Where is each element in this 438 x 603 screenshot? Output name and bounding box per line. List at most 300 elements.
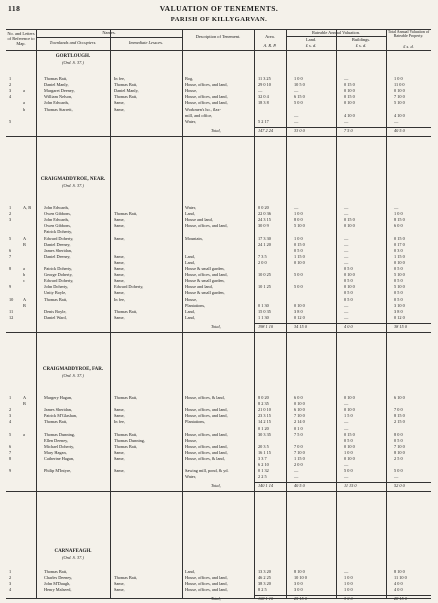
total-buildings: 11 15 0 bbox=[344, 483, 357, 489]
occupier: Daniel Deeney, bbox=[44, 253, 71, 259]
lessor: Thomas Batt, bbox=[114, 575, 138, 581]
buildings-value: 0 15 0 bbox=[344, 82, 355, 88]
table-row bbox=[6, 290, 431, 296]
description: Bog, bbox=[185, 76, 194, 81]
table-row bbox=[6, 309, 431, 315]
table-row bbox=[6, 211, 431, 217]
header-land-lsd: £ s. d. bbox=[305, 43, 317, 48]
total-value: 8 15 0 bbox=[394, 413, 405, 419]
lessor: Same, bbox=[114, 272, 125, 278]
occupier: Denis Boyle, bbox=[44, 308, 67, 314]
land-value: 0 10 0 bbox=[294, 302, 305, 308]
occupier: Daniel Deeney, bbox=[44, 241, 71, 247]
total-value: 0 10 0 bbox=[394, 88, 405, 94]
description: House, bbox=[185, 296, 198, 302]
area: 24 3 15 bbox=[258, 217, 271, 223]
buildings-value: — bbox=[344, 462, 349, 468]
column-rule bbox=[182, 29, 183, 599]
table-row bbox=[6, 248, 431, 254]
occupier: Ellen Deeney, bbox=[44, 437, 69, 443]
table-row bbox=[6, 88, 431, 94]
townland-name: CARNAFEAGH. bbox=[54, 549, 92, 554]
header-lessors: Immediate Lessors. bbox=[128, 40, 164, 45]
occupier: John M'Daugh, bbox=[44, 581, 71, 587]
table-row bbox=[6, 401, 431, 407]
ref-letter: a bbox=[23, 431, 25, 437]
total-value: 4 0 0 bbox=[394, 581, 403, 587]
area: 29 0 10 bbox=[258, 82, 271, 88]
table-row bbox=[6, 236, 431, 242]
total-label: Total, bbox=[211, 483, 221, 489]
area: 38 3 20 bbox=[258, 581, 271, 587]
ref-letter: b bbox=[23, 272, 26, 278]
lessor: Thomas Batt, bbox=[114, 308, 138, 314]
land-value: 1 0 0 bbox=[294, 211, 303, 217]
land-value: — bbox=[294, 88, 299, 94]
lessor: In fee, bbox=[114, 76, 125, 81]
table-row bbox=[6, 113, 431, 119]
column-rule bbox=[336, 29, 337, 599]
buildings-value: 1 0 0 bbox=[344, 587, 353, 593]
table-row bbox=[6, 474, 431, 480]
ref-letter: a bbox=[23, 100, 25, 106]
table-row bbox=[6, 278, 431, 284]
area: 30 3 35 bbox=[258, 431, 271, 437]
ref-letter: A bbox=[23, 235, 27, 241]
ref-number: 9 bbox=[9, 284, 12, 290]
page-number: 118 bbox=[8, 4, 21, 13]
table-row bbox=[6, 413, 431, 419]
area: 30 0 9 bbox=[258, 223, 269, 229]
occupier: Thomas Dunning, bbox=[44, 431, 76, 437]
area: — bbox=[258, 88, 263, 94]
area: 21 0 10 bbox=[258, 407, 271, 413]
table-row bbox=[6, 272, 431, 278]
column-rule bbox=[386, 29, 387, 599]
ref-number: 5 bbox=[9, 431, 12, 437]
area: 13 3 20 bbox=[258, 569, 271, 574]
area: 24 1 20 bbox=[258, 241, 271, 247]
lessor: Thomas Batt, bbox=[114, 443, 138, 449]
total-value: 0 17 0 bbox=[394, 241, 405, 247]
land-value: 10 5 0 bbox=[294, 82, 305, 88]
description: Land, bbox=[185, 308, 195, 314]
ref-letter: A bbox=[23, 296, 27, 302]
lessor: In fee, bbox=[114, 419, 125, 425]
parish-title: PARISH OF KILLYGARVAN. bbox=[170, 16, 268, 23]
lessor: Same, bbox=[114, 106, 125, 112]
ref-letter: a bbox=[23, 88, 25, 94]
total-land: 25 15 0 bbox=[294, 596, 307, 602]
lessor: Same, bbox=[114, 235, 125, 241]
ref-number: 9 bbox=[9, 468, 12, 474]
land-value: — bbox=[294, 205, 299, 210]
description: House, offices, and land, bbox=[185, 413, 228, 419]
column-rule bbox=[286, 29, 287, 599]
ref-number: 4 bbox=[9, 587, 12, 593]
land-value: 3 0 0 bbox=[294, 581, 303, 587]
buildings-value: — bbox=[344, 211, 349, 217]
land-value: 5 10 0 bbox=[294, 223, 305, 229]
occupier: Philip M'Intyre, bbox=[44, 468, 72, 474]
total-value: 5 0 0 bbox=[394, 468, 403, 474]
occupier: John Edwards, bbox=[44, 100, 70, 106]
area: 1 1 30 bbox=[258, 314, 269, 320]
lessor: Same, bbox=[114, 223, 125, 229]
land-value: — bbox=[294, 112, 299, 118]
lessor: Thomas Batt, bbox=[114, 82, 138, 88]
area: 2 2 5 bbox=[258, 474, 267, 480]
total-value: 0 3 0 bbox=[394, 247, 403, 253]
ref-letter: A bbox=[23, 395, 27, 400]
lessor: Thomas Dunning, bbox=[114, 437, 146, 443]
table-row bbox=[6, 444, 431, 450]
buildings-value: — bbox=[344, 308, 349, 314]
column-rule bbox=[254, 29, 255, 599]
description: House, offices, and land, bbox=[185, 431, 228, 437]
area: 8 0 20 bbox=[258, 395, 269, 400]
total-value: 11 10 0 bbox=[394, 575, 407, 581]
header-total-lsd: £ s. d. bbox=[403, 44, 414, 49]
buildings-value: 1 0 0 bbox=[344, 575, 353, 581]
occupier: William Nelson, bbox=[44, 94, 73, 100]
ref-number: 2 bbox=[9, 407, 12, 413]
table-row bbox=[6, 419, 431, 425]
land-value: 2 0 0 bbox=[294, 462, 303, 468]
occupier: John Edwards, bbox=[44, 217, 70, 223]
table-row bbox=[6, 119, 431, 125]
total-value: — bbox=[394, 205, 399, 210]
ref-letter: B bbox=[23, 302, 26, 308]
lessor: Thomas Batt, bbox=[114, 211, 138, 217]
buildings-value: — bbox=[344, 76, 349, 81]
buildings-value: 0 5 0 bbox=[344, 437, 353, 443]
area: 6 2 10 bbox=[258, 462, 269, 468]
total-land: 34 15 0 bbox=[294, 323, 307, 329]
total-value: 5 10 0 bbox=[394, 272, 405, 278]
table-row bbox=[6, 107, 431, 113]
table-row bbox=[6, 569, 431, 575]
occupier: George Doherty, bbox=[44, 272, 73, 278]
occupier: James Sheridan, bbox=[44, 247, 72, 253]
area: 8 2 35 bbox=[258, 401, 269, 407]
description: House, bbox=[185, 88, 198, 94]
ref-number: 3 bbox=[9, 413, 12, 419]
section-rule bbox=[6, 136, 431, 137]
total-value: 1 15 0 bbox=[394, 253, 405, 259]
total-value: 6 10 0 bbox=[394, 395, 405, 400]
lessor: Same, bbox=[114, 468, 125, 474]
total-value: 0 5 0 bbox=[394, 296, 403, 302]
total-value: 3 10 0 bbox=[394, 302, 405, 308]
area: 0 1 30 bbox=[258, 302, 269, 308]
occupier: Charles Deeney, bbox=[44, 575, 73, 581]
valuation-table bbox=[6, 29, 431, 602]
buildings-value: 0 15 0 bbox=[344, 431, 355, 437]
buildings-value: — bbox=[344, 259, 349, 265]
ordnance-sheet: (Ord. S. 37.) bbox=[62, 555, 84, 560]
total-value: 8 10 0 bbox=[394, 449, 405, 455]
area: 16 1 15 bbox=[258, 449, 271, 455]
ref-letter: B bbox=[23, 241, 26, 247]
area: 22 0 36 bbox=[258, 211, 271, 217]
buildings-value: — bbox=[344, 235, 349, 241]
ref-number: 1 bbox=[9, 76, 12, 81]
total-value: 5 10 0 bbox=[394, 284, 405, 290]
table-row bbox=[6, 426, 431, 432]
header-land: Land. bbox=[305, 37, 317, 42]
description: House, offices, & land, bbox=[185, 395, 225, 400]
total-value: 1 0 0 bbox=[394, 211, 403, 217]
buildings-value: 4 10 0 bbox=[344, 112, 355, 118]
section-rule bbox=[6, 332, 431, 333]
total-value: 2 15 0 bbox=[394, 419, 405, 425]
table-row bbox=[6, 587, 431, 593]
table-row bbox=[6, 450, 431, 456]
land-value: 7 0 0 bbox=[294, 443, 303, 449]
occupier: Thomas Batt, bbox=[44, 419, 68, 425]
buildings-value: — bbox=[344, 247, 349, 253]
townland-name: CRAIGMADDYROE, FAR. bbox=[42, 367, 104, 372]
land-value: 7 10 0 bbox=[294, 413, 305, 419]
occupier: Edward Doherty, bbox=[44, 278, 74, 284]
header-bottom-rule bbox=[6, 50, 431, 51]
area: 0 0 20 bbox=[258, 205, 269, 210]
land-value: 1 15 0 bbox=[294, 456, 305, 461]
table-row bbox=[6, 94, 431, 100]
header-total: Total Annual Valuation of Rateable Property. bbox=[387, 29, 430, 39]
total-value: 0 5 0 bbox=[394, 290, 403, 296]
buildings-value: — bbox=[344, 205, 349, 210]
buildings-value: 0 5 0 bbox=[344, 296, 353, 302]
description: mill, and office, bbox=[185, 112, 213, 118]
ref-number: 4 bbox=[9, 94, 12, 100]
ref-number: 12 bbox=[9, 314, 14, 320]
description: House, offices, and land, bbox=[185, 272, 228, 278]
description: House & small garden, bbox=[185, 290, 225, 296]
area: 15 0 35 bbox=[258, 308, 271, 314]
ref-number: 2 bbox=[9, 575, 12, 581]
total-value: 0 5 0 bbox=[394, 437, 403, 443]
table-row bbox=[6, 260, 431, 266]
description: House and land, bbox=[185, 284, 213, 290]
land-value: 0 15 0 bbox=[294, 241, 305, 247]
description: Plantations, bbox=[185, 302, 206, 308]
ordnance-sheet: (Ord. S. 37.) bbox=[62, 373, 84, 378]
description: House, offices, & land, bbox=[185, 456, 225, 461]
area: 18 3 8 bbox=[258, 100, 269, 106]
table-row bbox=[6, 315, 431, 321]
lessor: Thomas Batt, bbox=[114, 431, 138, 437]
ref-number: 1 bbox=[9, 395, 12, 400]
total-value: 4 10 0 bbox=[394, 112, 405, 118]
total-value: 0 15 0 bbox=[394, 235, 405, 241]
occupier: Thomas Batt, bbox=[44, 76, 68, 81]
lessor: Same, bbox=[114, 449, 125, 455]
table-row bbox=[6, 205, 431, 211]
description: House & small garden, bbox=[185, 266, 225, 271]
land-value: 8 0 0 bbox=[294, 217, 303, 223]
lessor: Thomas Batt, bbox=[114, 94, 138, 100]
total-value: 5 10 0 bbox=[394, 100, 405, 106]
description: House, offices, and land, bbox=[185, 100, 228, 106]
occupier: Margaret Deeney, bbox=[44, 88, 75, 94]
lessor: Same, bbox=[114, 100, 125, 106]
ref-number: 3 bbox=[9, 217, 12, 223]
section-rule bbox=[6, 491, 431, 492]
header-names: Names. bbox=[102, 30, 116, 35]
description: Water, bbox=[185, 118, 197, 124]
buildings-value: 0 10 0 bbox=[344, 407, 355, 413]
land-value: 6 10 0 bbox=[294, 407, 305, 413]
total-label: Total, bbox=[211, 596, 221, 602]
buildings-value: — bbox=[344, 425, 349, 431]
buildings-value: 0 10 0 bbox=[344, 456, 355, 461]
description: House, bbox=[185, 437, 198, 443]
column-rule bbox=[36, 29, 37, 599]
buildings-value: 1 0 0 bbox=[344, 581, 353, 587]
land-value: 1 15 0 bbox=[294, 253, 305, 259]
description: Land, bbox=[185, 314, 195, 320]
ref-number: 6 bbox=[9, 443, 12, 449]
townland-heading bbox=[36, 54, 110, 66]
ref-letter: B bbox=[23, 401, 26, 407]
total-value: 0 5 0 bbox=[394, 278, 403, 284]
land-value: — bbox=[294, 474, 299, 480]
lessor: Same, bbox=[114, 587, 125, 593]
occupier: Patrick M'Glashan, bbox=[44, 413, 77, 419]
header-rateable: Rateable Annual Valuation. bbox=[311, 30, 361, 35]
table-row bbox=[6, 438, 431, 444]
buildings-value: 0 15 0 bbox=[344, 94, 355, 100]
ref-number: 3 bbox=[9, 581, 12, 587]
table-row bbox=[6, 217, 431, 223]
header-area-units: A. R. P. bbox=[263, 43, 277, 48]
description: Land, bbox=[185, 569, 195, 574]
lessor: Thomas Batt, bbox=[114, 395, 138, 400]
townland-heading bbox=[36, 549, 110, 561]
occupier: Daniel Manly, bbox=[44, 82, 69, 88]
ordnance-sheet: (Ord. S. 37.) bbox=[62, 183, 84, 188]
total-value: 7 10 0 bbox=[394, 443, 405, 449]
occupier: Michael Doherty, bbox=[44, 443, 75, 449]
table-row bbox=[6, 242, 431, 248]
occupier: Daniel Ward, bbox=[44, 314, 67, 320]
description: House, offices, and land, bbox=[185, 94, 228, 100]
area: 32 0 4 bbox=[258, 94, 269, 100]
total-label: Total, bbox=[211, 127, 221, 133]
occupier: Unity Boyle, bbox=[44, 290, 67, 296]
description: Plantations, bbox=[185, 419, 206, 425]
land-value: 0 10 0 bbox=[294, 401, 305, 407]
table-row bbox=[6, 575, 431, 581]
ref-letter: c bbox=[23, 278, 25, 284]
area: 8 2 5 bbox=[258, 587, 267, 593]
land-value: 1 0 0 bbox=[294, 235, 303, 241]
area: 20 3 5 bbox=[258, 443, 269, 449]
header-no-ref: No. and Letters of Reference to Map. bbox=[7, 31, 35, 46]
buildings-value: 1 5 0 bbox=[344, 413, 353, 419]
land-value: 5 0 0 bbox=[294, 284, 303, 290]
ref-number: 5 bbox=[9, 118, 12, 124]
column-rule bbox=[110, 29, 111, 599]
table-row bbox=[6, 581, 431, 587]
total-value: — bbox=[394, 118, 399, 124]
lessor: Same, bbox=[114, 266, 125, 271]
table-row bbox=[6, 297, 431, 303]
buildings-value: 0 10 0 bbox=[344, 88, 355, 94]
lessor: Daniel Manly, bbox=[114, 88, 139, 94]
total-buildings: 3 0 0 bbox=[344, 596, 353, 602]
description: Water, bbox=[185, 474, 197, 480]
area: 46 2 25 bbox=[258, 575, 271, 581]
occupier: Patrick Doherty, bbox=[44, 266, 73, 271]
buildings-value: — bbox=[344, 401, 349, 407]
header-buildings-lsd: £ s. d. bbox=[355, 43, 367, 48]
table-row bbox=[6, 284, 431, 290]
area: 5 2 17 bbox=[258, 118, 269, 124]
description: House & small garden, bbox=[185, 278, 225, 284]
occupier: Thomas Batt, bbox=[44, 296, 68, 302]
rateable-subheader-rule bbox=[286, 36, 386, 37]
buildings-value: — bbox=[344, 118, 349, 124]
header-buildings: Buildings. bbox=[351, 37, 371, 42]
header-townlands: Townlands and Occupiers. bbox=[49, 40, 97, 45]
total-value: 0 5 0 bbox=[394, 266, 403, 271]
occupier: Edward Doherty, bbox=[44, 235, 74, 241]
buildings-value: 0 10 0 bbox=[344, 272, 355, 278]
description: Land, bbox=[185, 211, 195, 217]
table-row bbox=[6, 254, 431, 260]
land-value: 6 0 0 bbox=[294, 395, 303, 400]
lessor: Same, bbox=[114, 253, 125, 259]
total-buildings: 4 0 0 bbox=[344, 323, 353, 329]
buildings-value: — bbox=[344, 241, 349, 247]
total-land: 33 0 0 bbox=[294, 127, 305, 133]
buildings-value: 0 10 0 bbox=[344, 395, 355, 400]
lessor: Same, bbox=[114, 290, 125, 296]
land-value: 3 0 0 bbox=[294, 587, 303, 593]
description: House, offices, and land, bbox=[185, 587, 228, 593]
total-value: — bbox=[394, 474, 399, 480]
total-value: 7 0 0 bbox=[394, 407, 403, 413]
area: 2 0 0 bbox=[258, 259, 267, 265]
header-area: Area. bbox=[265, 34, 275, 39]
ref-letter: a bbox=[23, 266, 25, 271]
land-value: 0 5 0 bbox=[294, 247, 303, 253]
occupier: John Doherty, bbox=[44, 284, 69, 290]
buildings-value: 0 10 0 bbox=[344, 223, 355, 229]
description: Water, bbox=[185, 205, 197, 210]
ref-number: 6 bbox=[9, 247, 12, 253]
running-head: VALUATION OF TENEMENTS. bbox=[159, 4, 279, 13]
land-value: 0 12 0 bbox=[294, 314, 305, 320]
buildings-value: 5 0 0 bbox=[344, 468, 353, 474]
table-row bbox=[6, 395, 431, 401]
land-value: 2 14 0 bbox=[294, 419, 305, 425]
table-row bbox=[6, 229, 431, 235]
total-value: 2 5 0 bbox=[394, 456, 403, 461]
total-area: 198 1 10 bbox=[258, 323, 274, 329]
table-row bbox=[6, 432, 431, 438]
ref-number: 8 bbox=[9, 456, 12, 461]
area: 0 1 20 bbox=[258, 425, 269, 431]
ref-number: 8 bbox=[9, 266, 12, 271]
buildings-value: — bbox=[344, 569, 349, 574]
ref-number: 11 bbox=[9, 308, 14, 314]
occupier: John Edwards, bbox=[44, 205, 70, 210]
ref-number: 1 bbox=[9, 569, 12, 574]
